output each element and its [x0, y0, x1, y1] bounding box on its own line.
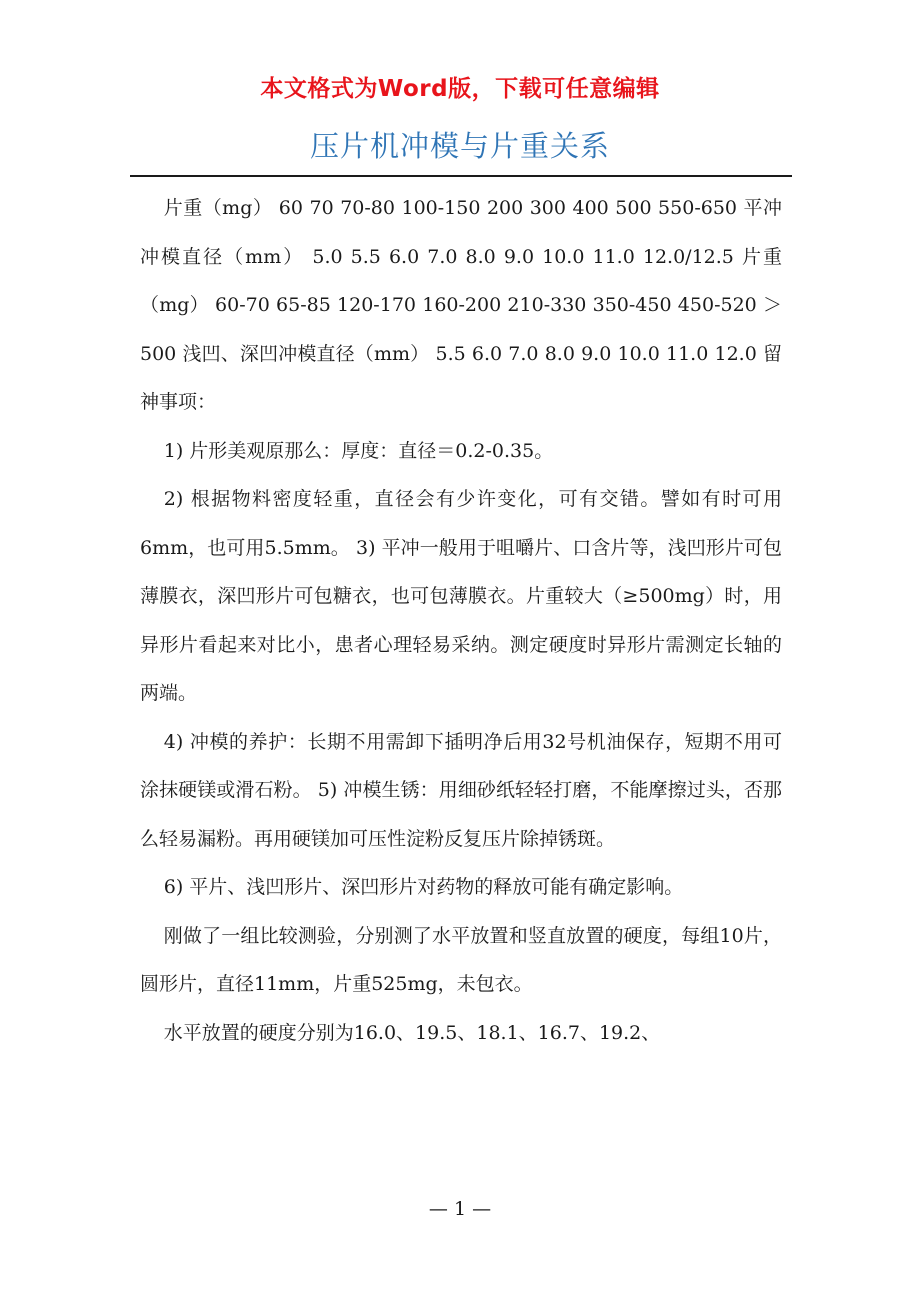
- document-body: [140, 184, 782, 1057]
- paragraph-test-results: 水平放置的硬度分别为16.0、19.5、18.1、16.7、19.2、: [163, 1021, 661, 1044]
- paragraph-test-description: 刚做了一组比较测验，分别测了水平放置和竖直放置的硬度，每组10片，圆形片，直径11mm，片重525mg，未包衣。: [140, 924, 782, 995]
- paragraph-tablet-weight-table: 片重（mg） 60 70 70-80 100-150 200 300 400 500 550-650 平冲冲模直径（mm） 5.0 5.5 6.0 7.0 8.0 9.0 10.0 11.0 12.0/12.5 片重（mg） 60-70 65-85 120-170 160-200 210-330 350-450 450-520 ＞500 浅凹、深凹冲模直径（mm） 5.5 6.0 7.0 8.0 9.0 10.0 11.0 12.0 留神事项：: [140, 197, 782, 413]
- page-title: 压片机冲模与片重关系: [309, 129, 610, 163]
- paragraph-note-4-5: 4) 冲模的养护：长期不用需卸下插明净后用32号机油保存，短期不用可涂抹硬镁或滑石粉。 5) 冲模生锈：用细砂纸轻轻打磨，不能摩擦过头，否那么轻易漏粉。再用硬镁加可压性淀粉反复压片除掉锈斑。: [140, 730, 782, 850]
- paragraph-note-6: 6) 平片、浅凹形片、深凹形片对药物的释放可能有确定影响。: [163, 876, 684, 898]
- format-banner: 本文格式为Word版，下载可任意编辑: [260, 76, 660, 102]
- paragraph-note-1: 1) 片形美观原那么：厚度：直径＝0.2-0.35。: [163, 439, 554, 462]
- page-number: — 1 —: [428, 1198, 492, 1220]
- paragraph-note-2-3: 2) 根据物料密度轻重，直径会有少许变化，可有交错。譬如有时可用6mm，也可用5.5mm。 3) 平冲一般用于咀嚼片、口含片等，浅凹形片可包薄膜衣，深凹形片可包糖衣，也可包薄膜衣。片重较大（≥500mg）时，用异形片看起来对比小，患者心理轻易采纳。测定硬度时异形片需测定长轴的两端。: [140, 488, 782, 704]
- title-divider: [130, 175, 792, 177]
